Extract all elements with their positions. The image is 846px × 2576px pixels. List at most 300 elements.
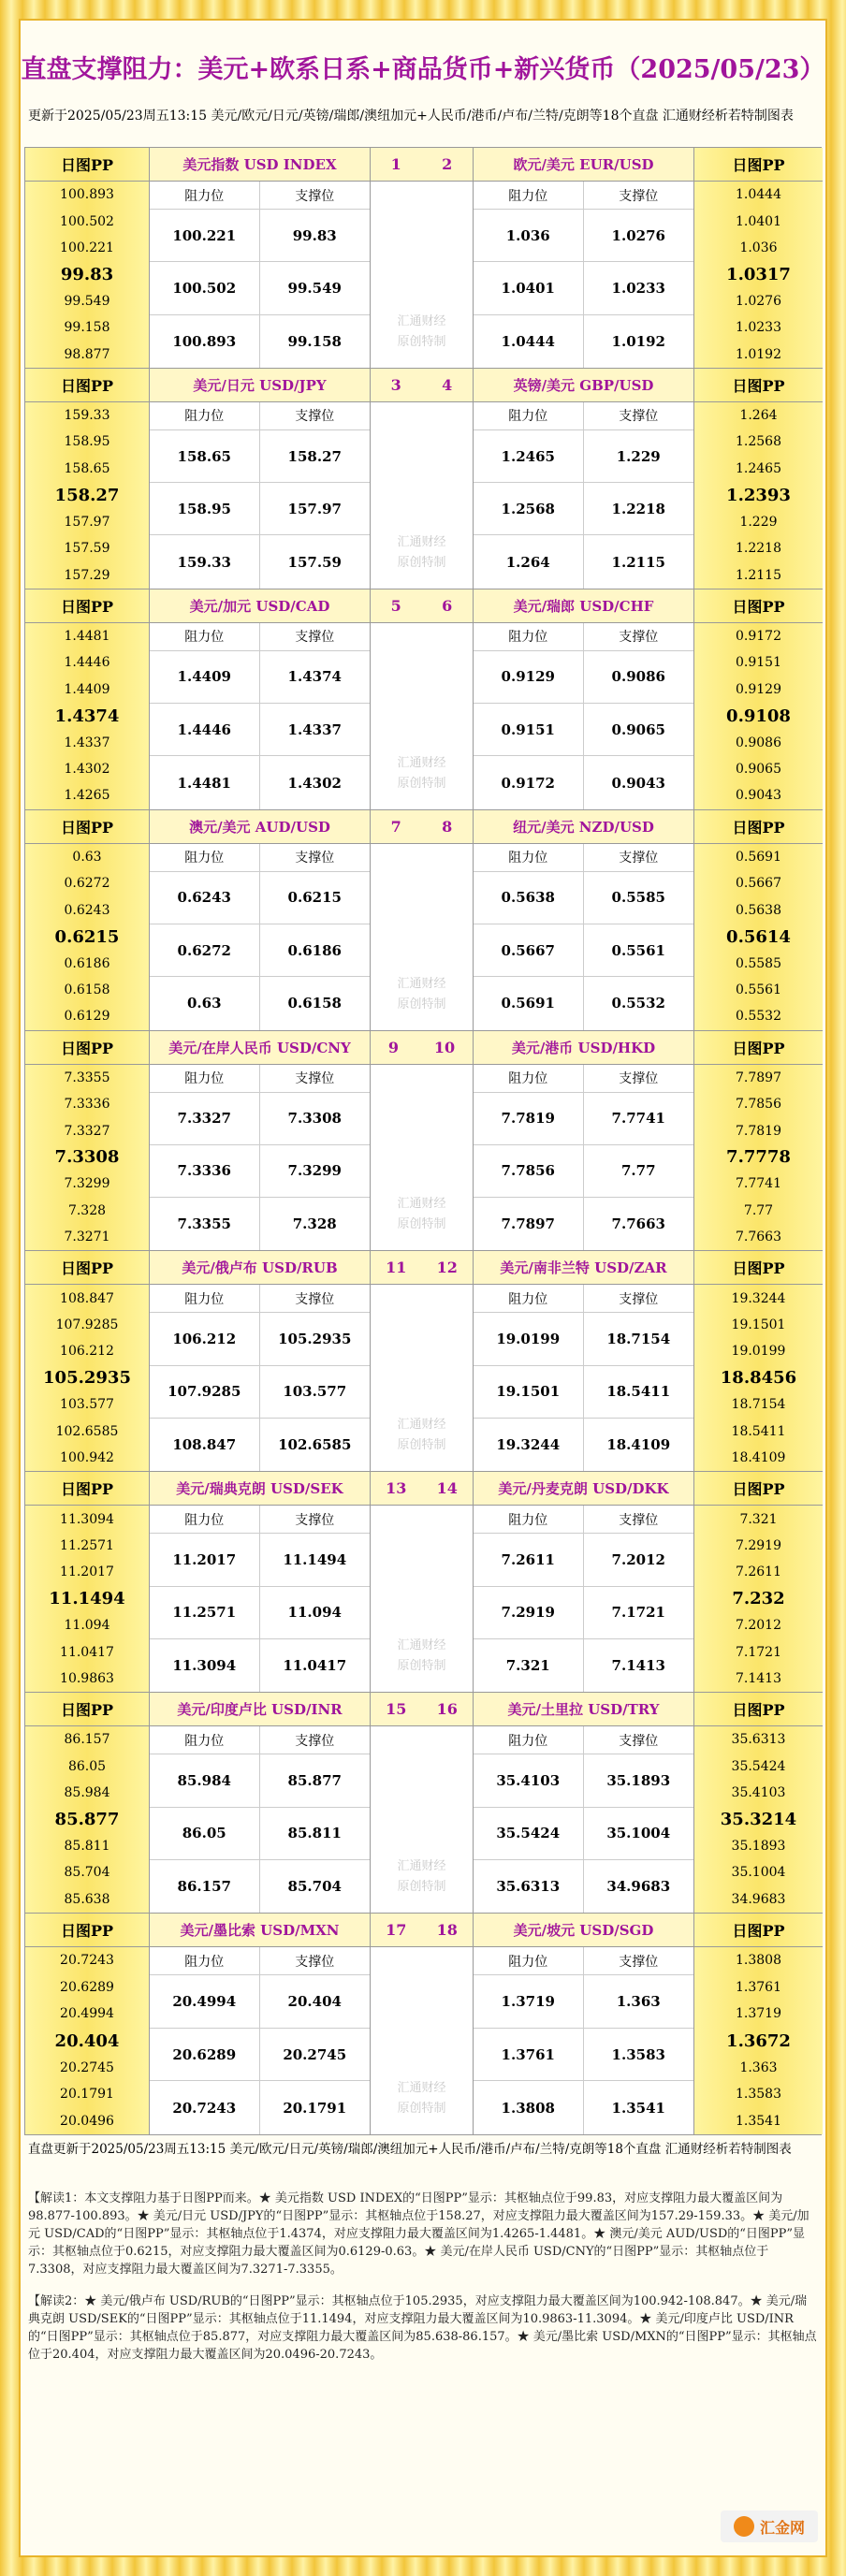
pair-panel bbox=[150, 1031, 371, 1251]
pair-name: 美元/港币 USD/HKD bbox=[474, 1031, 693, 1065]
pair-panel bbox=[150, 1251, 371, 1471]
resistance-value: 0.6243 bbox=[150, 872, 260, 924]
watermark-line: 汇通财经 bbox=[397, 534, 446, 549]
support-value: 1.4302 bbox=[287, 774, 342, 792]
support-value: 99.158 bbox=[287, 332, 342, 350]
resistance-value: 19.0199 bbox=[474, 1313, 584, 1365]
resistance-header: 阻力位 bbox=[150, 1726, 260, 1754]
support-value: 85.877 bbox=[260, 1754, 371, 1807]
pair-name: 纽元/美元 NZD/USD bbox=[474, 810, 693, 844]
pp-level: 18.7154 bbox=[731, 1397, 786, 1413]
support-header: 支撑位 bbox=[584, 1726, 694, 1754]
pair-panel bbox=[474, 1472, 694, 1692]
pp-column bbox=[25, 1472, 150, 1692]
resistance-value: 106.212 bbox=[150, 1313, 260, 1365]
pp-level: 1.0233 bbox=[736, 320, 781, 336]
pp-pivot: 7.232 bbox=[732, 1589, 785, 1609]
block-number-header bbox=[371, 589, 473, 623]
pp-level: 100.942 bbox=[60, 1450, 114, 1466]
watermark-line: 原创特制 bbox=[397, 1880, 446, 1895]
pp-level: 7.3299 bbox=[64, 1176, 110, 1192]
pp-level: 7.3271 bbox=[64, 1230, 110, 1245]
support-header: 支撑位 bbox=[584, 1065, 694, 1093]
pp-header: 日图PP bbox=[694, 369, 823, 402]
resistance-value: 7.321 bbox=[474, 1639, 584, 1692]
pair-table bbox=[474, 1726, 693, 1913]
block-number-header bbox=[371, 148, 473, 182]
pair-block bbox=[25, 589, 823, 810]
resistance-header: 阻力位 bbox=[150, 1285, 260, 1313]
pp-level: 158.95 bbox=[64, 434, 110, 450]
resistance-header: 阻力位 bbox=[150, 844, 260, 872]
pp-header: 日图PP bbox=[25, 1693, 149, 1726]
support-value: 0.5561 bbox=[584, 924, 694, 977]
resistance-value: 1.4409 bbox=[150, 651, 260, 704]
pp-level: 0.6186 bbox=[64, 955, 110, 971]
resistance-value: 1.3808 bbox=[474, 2081, 584, 2134]
pp-level: 7.2012 bbox=[736, 1618, 781, 1634]
pp-level: 20.1791 bbox=[60, 2087, 114, 2103]
pivot-table bbox=[24, 147, 822, 2135]
pp-list bbox=[25, 402, 149, 589]
pp-level: 1.4446 bbox=[64, 655, 110, 671]
support-value: 99.83 bbox=[260, 210, 371, 262]
support-value: 0.6158 bbox=[287, 995, 342, 1012]
resistance-value: 1.2568 bbox=[474, 483, 584, 535]
support-header: 支撑位 bbox=[260, 844, 371, 872]
support-value: 103.577 bbox=[260, 1366, 371, 1419]
pair-panel bbox=[150, 1693, 371, 1913]
pp-level: 0.6129 bbox=[64, 1009, 110, 1025]
block-number: 15 bbox=[386, 1700, 407, 1719]
resistance-value: 100.221 bbox=[150, 210, 260, 262]
pp-list bbox=[694, 844, 823, 1030]
resistance-value: 19.3244 bbox=[474, 1419, 584, 1471]
pp-level: 85.704 bbox=[64, 1865, 110, 1881]
pp-pivot: 20.404 bbox=[54, 2030, 120, 2051]
pp-column bbox=[694, 1031, 823, 1251]
support-header: 支撑位 bbox=[584, 1506, 694, 1534]
block-number-header bbox=[371, 1472, 473, 1506]
pp-level: 0.9129 bbox=[736, 681, 781, 697]
pp-level: 102.6585 bbox=[55, 1423, 119, 1439]
pp-level: 10.9863 bbox=[60, 1671, 114, 1686]
pair-table bbox=[150, 1726, 370, 1913]
block-numbers bbox=[371, 148, 474, 368]
pp-level: 0.6243 bbox=[64, 902, 110, 918]
pp-list bbox=[694, 182, 823, 368]
pair-panel bbox=[474, 1914, 694, 2134]
pair-panel bbox=[150, 810, 371, 1030]
resistance-value: 1.4446 bbox=[150, 704, 260, 756]
pp-level: 1.0444 bbox=[736, 187, 781, 203]
block-number: 16 bbox=[436, 1700, 458, 1719]
pp-level: 159.33 bbox=[64, 408, 110, 424]
pp-column bbox=[25, 1251, 150, 1471]
support-value: 11.0417 bbox=[283, 1657, 347, 1675]
pp-level: 1.2218 bbox=[736, 541, 781, 557]
pp-header: 日图PP bbox=[694, 1914, 823, 1947]
interpretation-2: 【解读2：★ 美元/俄卢布 USD/RUB的“日图PP”显示：其枢轴点位于105.2935，对应支撑阻力最大覆盖区间为100.942-108.847。★ 美元/瑞典克朗 USD/SEK的“日图PP”显示：其枢轴点位于11.1494，对应支撑阻力最大覆盖区间为10.9863-11.3094。★ 美元/印度卢比 USD/INR的“日图PP”显示：其枢轴点位于85.877，对应支撑阻力最大覆盖区间为85.638-86.157。★ 美元/墨比索 USD/MXN的“日图PP”显示：其枢轴点位于20.404，对应支撑阻力最大覆盖区间为20.0496-20.7243。 bbox=[28, 2294, 817, 2362]
block-number-header bbox=[371, 1031, 473, 1065]
pp-level: 1.2115 bbox=[736, 567, 781, 583]
pair-table bbox=[150, 1285, 370, 1471]
pp-level: 7.1413 bbox=[736, 1671, 781, 1686]
block-numbers bbox=[371, 1251, 474, 1471]
support-value: 7.3299 bbox=[260, 1145, 371, 1198]
resistance-value: 7.3327 bbox=[150, 1093, 260, 1145]
pair-table bbox=[474, 1947, 693, 2134]
support-value: 34.9683 bbox=[606, 1877, 671, 1895]
support-header: 支撑位 bbox=[260, 1065, 371, 1093]
pair-table bbox=[150, 182, 370, 368]
resistance-header: 阻力位 bbox=[150, 1947, 260, 1975]
pp-header: 日图PP bbox=[694, 1472, 823, 1506]
support-value: 0.6186 bbox=[260, 924, 371, 977]
support-value: 1.2115 bbox=[611, 553, 665, 571]
watermark bbox=[371, 1506, 473, 1692]
watermark-line: 汇通财经 bbox=[397, 313, 446, 328]
pair-panel bbox=[474, 369, 694, 589]
pp-header: 日图PP bbox=[25, 810, 149, 844]
resistance-header: 阻力位 bbox=[150, 1506, 260, 1534]
resistance-value: 0.9172 bbox=[474, 756, 584, 808]
resistance-value: 159.33 bbox=[150, 535, 260, 588]
pp-pivot: 99.83 bbox=[60, 264, 114, 284]
pp-level: 157.29 bbox=[64, 567, 110, 583]
block-number: 5 bbox=[390, 596, 401, 615]
pp-level: 0.9065 bbox=[736, 762, 781, 778]
watermark-line: 原创特制 bbox=[397, 1217, 446, 1232]
block-number: 17 bbox=[386, 1921, 407, 1940]
pair-name: 美元/俄卢布 USD/RUB bbox=[150, 1251, 370, 1285]
pp-pivot: 105.2935 bbox=[43, 1368, 131, 1389]
resistance-value: 158.65 bbox=[150, 430, 260, 483]
pp-level: 20.6289 bbox=[60, 1979, 114, 1995]
pp-header: 日图PP bbox=[25, 369, 149, 402]
pp-level: 1.0276 bbox=[736, 293, 781, 309]
block-numbers bbox=[371, 1914, 474, 2134]
pp-list bbox=[694, 1726, 823, 1913]
pp-pivot: 1.4374 bbox=[54, 706, 120, 726]
support-value: 7.7741 bbox=[584, 1093, 694, 1145]
support-header: 支撑位 bbox=[584, 1285, 694, 1313]
pp-column bbox=[694, 1472, 823, 1692]
pp-level: 100.502 bbox=[60, 213, 114, 229]
resistance-value: 1.2465 bbox=[474, 430, 584, 483]
resistance-header: 阻力位 bbox=[474, 402, 584, 430]
resistance-value: 20.6289 bbox=[150, 2029, 260, 2082]
resistance-value: 1.264 bbox=[474, 535, 584, 588]
support-header: 支撑位 bbox=[584, 844, 694, 872]
pp-level: 106.212 bbox=[60, 1344, 114, 1360]
pp-pivot: 0.5614 bbox=[726, 926, 791, 947]
block-numbers bbox=[371, 1472, 474, 1692]
watermark-line: 原创特制 bbox=[397, 334, 446, 349]
support-header: 支撑位 bbox=[584, 623, 694, 651]
pp-level: 1.3808 bbox=[736, 1953, 781, 1969]
block-number-header bbox=[371, 1251, 473, 1285]
pp-column bbox=[694, 589, 823, 809]
pair-name: 美元/日元 USD/JPY bbox=[150, 369, 370, 402]
resistance-header: 阻力位 bbox=[474, 182, 584, 210]
block-numbers bbox=[371, 1693, 474, 1913]
pair-panel bbox=[474, 589, 694, 809]
pp-header: 日图PP bbox=[694, 1693, 823, 1726]
support-value: 18.5411 bbox=[584, 1366, 694, 1419]
pp-level: 1.4337 bbox=[64, 735, 110, 750]
pp-level: 0.5532 bbox=[736, 1009, 781, 1025]
pair-panel bbox=[474, 810, 694, 1030]
resistance-value: 0.63 bbox=[150, 977, 260, 1029]
support-value: 158.27 bbox=[260, 430, 371, 483]
pp-level: 0.6272 bbox=[64, 876, 110, 892]
support-value: 1.363 bbox=[584, 1975, 694, 2029]
pp-list bbox=[25, 182, 149, 368]
pp-level: 35.1004 bbox=[731, 1865, 786, 1881]
pp-list bbox=[25, 1065, 149, 1251]
pair-block bbox=[25, 1693, 823, 1914]
support-value: 11.1494 bbox=[260, 1534, 371, 1586]
pp-level: 0.5691 bbox=[736, 849, 781, 865]
pp-level: 7.2919 bbox=[736, 1537, 781, 1553]
pp-header: 日图PP bbox=[694, 589, 823, 623]
resistance-header: 阻力位 bbox=[474, 1285, 584, 1313]
pp-level: 1.229 bbox=[739, 514, 778, 530]
watermark bbox=[371, 1285, 473, 1471]
watermark bbox=[371, 623, 473, 809]
pp-level: 1.3583 bbox=[736, 2087, 781, 2103]
pp-level: 20.4994 bbox=[60, 2006, 114, 2022]
resistance-value: 0.9151 bbox=[474, 704, 584, 756]
brand-logo[interactable] bbox=[721, 2511, 818, 2542]
footer-note: 直盘更新于2025/05/23周五13:15 美元/欧元/日元/英镑/瑞郎/澳纽加元+人民币/港币/卢布/兰特/克朗等18个直盘 汇通财经析若特制图表 bbox=[28, 2142, 792, 2157]
page-frame bbox=[21, 21, 825, 2555]
support-header: 支撑位 bbox=[260, 623, 371, 651]
pp-level: 100.221 bbox=[60, 240, 114, 256]
block-numbers bbox=[371, 1031, 474, 1251]
support-value: 20.404 bbox=[260, 1975, 371, 2029]
watermark-line: 原创特制 bbox=[397, 1659, 446, 1674]
pp-level: 0.5561 bbox=[736, 982, 781, 997]
pair-panel bbox=[474, 1251, 694, 1471]
pair-name: 美元/土里拉 USD/TRY bbox=[474, 1693, 693, 1726]
resistance-value: 158.95 bbox=[150, 483, 260, 535]
watermark-line: 汇通财经 bbox=[397, 1638, 446, 1653]
support-value: 85.704 bbox=[287, 1877, 342, 1895]
block-number-header bbox=[371, 810, 473, 844]
pp-level: 11.2017 bbox=[60, 1565, 114, 1580]
support-value: 0.9043 bbox=[611, 774, 665, 792]
pp-level: 108.847 bbox=[60, 1290, 114, 1306]
pp-column bbox=[25, 369, 150, 589]
pp-header: 日图PP bbox=[694, 148, 823, 182]
pair-block bbox=[25, 1251, 823, 1472]
pair-block bbox=[25, 810, 823, 1031]
pp-level: 0.5638 bbox=[736, 902, 781, 918]
watermark-line: 原创特制 bbox=[397, 1438, 446, 1453]
pp-level: 98.877 bbox=[64, 346, 110, 362]
block-number: 8 bbox=[442, 817, 453, 836]
pp-column bbox=[694, 810, 823, 1030]
pair-name: 澳元/美元 AUD/USD bbox=[150, 810, 370, 844]
pp-pivot: 0.9108 bbox=[726, 706, 791, 726]
resistance-value: 7.2919 bbox=[474, 1587, 584, 1639]
resistance-header: 阻力位 bbox=[474, 1726, 584, 1754]
support-value: 102.6585 bbox=[278, 1436, 352, 1454]
resistance-value: 0.5667 bbox=[474, 924, 584, 977]
pp-pivot: 1.3672 bbox=[726, 2030, 791, 2051]
support-value: 7.1721 bbox=[584, 1587, 694, 1639]
resistance-value: 7.7897 bbox=[474, 1198, 584, 1250]
resistance-value: 35.5424 bbox=[474, 1808, 584, 1860]
logo-text: 汇金网 bbox=[759, 2518, 805, 2537]
pp-column bbox=[694, 148, 823, 368]
resistance-value: 100.893 bbox=[150, 315, 260, 368]
pp-level: 19.0199 bbox=[731, 1344, 786, 1360]
support-value: 157.59 bbox=[287, 553, 342, 571]
resistance-header: 阻力位 bbox=[150, 182, 260, 210]
resistance-value: 107.9285 bbox=[150, 1366, 260, 1419]
pp-pivot: 158.27 bbox=[54, 485, 120, 505]
pair-table bbox=[150, 1947, 370, 2134]
pp-level: 7.3355 bbox=[64, 1070, 110, 1085]
pp-list bbox=[694, 1285, 823, 1471]
pp-list bbox=[694, 1506, 823, 1692]
pair-table bbox=[150, 1065, 370, 1251]
pair-panel bbox=[150, 1472, 371, 1692]
resistance-value: 85.984 bbox=[150, 1754, 260, 1807]
pp-level: 35.5424 bbox=[731, 1758, 786, 1774]
pp-list bbox=[25, 1726, 149, 1913]
pair-name: 英镑/美元 GBP/USD bbox=[474, 369, 693, 402]
block-number: 7 bbox=[390, 817, 401, 836]
resistance-value: 7.7819 bbox=[474, 1093, 584, 1145]
support-value: 1.0192 bbox=[611, 332, 665, 350]
support-value: 7.7663 bbox=[611, 1215, 665, 1233]
pp-pivot: 85.877 bbox=[54, 1810, 120, 1830]
pp-pivot: 11.1494 bbox=[49, 1589, 125, 1609]
pp-header: 日图PP bbox=[25, 589, 149, 623]
pp-pivot: 7.7778 bbox=[726, 1147, 791, 1168]
block-number: 6 bbox=[442, 596, 453, 615]
pp-level: 7.7856 bbox=[736, 1097, 781, 1113]
pair-panel bbox=[150, 1914, 371, 2134]
support-value: 18.4109 bbox=[606, 1436, 671, 1454]
page-subtitle: 更新于2025/05/23周五13:15 美元/欧元/日元/英镑/瑞郎/澳纽加元+人民币/港币/卢布/兰特/克朗等18个直盘 汇通财经析若特制图表 bbox=[28, 109, 794, 124]
pair-panel bbox=[150, 148, 371, 368]
watermark-line: 原创特制 bbox=[397, 2101, 446, 2116]
resistance-value: 108.847 bbox=[150, 1419, 260, 1471]
pair-table bbox=[474, 844, 693, 1030]
support-value: 1.4374 bbox=[260, 651, 371, 704]
pair-name: 美元指数 USD INDEX bbox=[150, 148, 370, 182]
pair-name: 美元/丹麦克朗 USD/DKK bbox=[474, 1472, 693, 1506]
resistance-value: 86.05 bbox=[150, 1808, 260, 1860]
pair-panel bbox=[150, 369, 371, 589]
pp-level: 0.5667 bbox=[736, 876, 781, 892]
support-value: 7.3308 bbox=[260, 1093, 371, 1145]
support-value: 20.2745 bbox=[260, 2029, 371, 2082]
watermark-line: 原创特制 bbox=[397, 997, 446, 1011]
support-value: 1.0233 bbox=[584, 262, 694, 314]
pp-level: 1.2568 bbox=[736, 434, 781, 450]
watermark bbox=[371, 844, 473, 1030]
support-value: 0.9065 bbox=[584, 704, 694, 756]
pp-level: 1.4481 bbox=[64, 628, 110, 644]
pp-pivot: 0.6215 bbox=[54, 926, 120, 947]
block-number: 11 bbox=[386, 1259, 407, 1277]
resistance-value: 7.3336 bbox=[150, 1145, 260, 1198]
logo-icon bbox=[734, 2516, 754, 2537]
resistance-value: 1.036 bbox=[474, 210, 584, 262]
pp-level: 11.2571 bbox=[60, 1537, 114, 1553]
support-value: 0.5532 bbox=[611, 995, 665, 1012]
pair-name: 美元/印度卢比 USD/INR bbox=[150, 1693, 370, 1726]
pp-level: 1.3541 bbox=[736, 2113, 781, 2129]
support-value: 1.0276 bbox=[584, 210, 694, 262]
pp-level: 100.893 bbox=[60, 187, 114, 203]
pp-pivot: 1.0317 bbox=[726, 264, 791, 284]
support-value: 1.229 bbox=[584, 430, 694, 483]
resistance-value: 11.2017 bbox=[150, 1534, 260, 1586]
pp-column bbox=[694, 1693, 823, 1913]
pair-table bbox=[474, 1285, 693, 1471]
pp-level: 11.0417 bbox=[60, 1644, 114, 1660]
pp-column bbox=[25, 810, 150, 1030]
pp-level: 99.549 bbox=[64, 293, 110, 309]
watermark-line: 汇通财经 bbox=[397, 2080, 446, 2095]
pp-list bbox=[25, 844, 149, 1030]
resistance-value: 1.3719 bbox=[474, 1975, 584, 2029]
pair-block bbox=[25, 1031, 823, 1252]
resistance-value: 1.0444 bbox=[474, 315, 584, 368]
pair-panel bbox=[150, 589, 371, 809]
pp-level: 7.328 bbox=[67, 1202, 107, 1218]
resistance-header: 阻力位 bbox=[474, 844, 584, 872]
resistance-value: 35.4103 bbox=[474, 1754, 584, 1807]
block-number-header bbox=[371, 1914, 473, 1947]
resistance-value: 19.1501 bbox=[474, 1366, 584, 1419]
pp-level: 7.2611 bbox=[736, 1565, 781, 1580]
pp-level: 0.63 bbox=[72, 849, 102, 865]
resistance-header: 阻力位 bbox=[474, 623, 584, 651]
pp-pivot: 7.3308 bbox=[54, 1147, 120, 1168]
pp-level: 86.05 bbox=[67, 1758, 107, 1774]
pp-list bbox=[25, 623, 149, 809]
pp-header: 日图PP bbox=[25, 1472, 149, 1506]
pp-level: 7.1721 bbox=[736, 1644, 781, 1660]
pp-level: 0.6158 bbox=[64, 982, 110, 997]
pp-level: 7.7819 bbox=[736, 1123, 781, 1139]
pp-header: 日图PP bbox=[25, 1914, 149, 1947]
pp-level: 18.5411 bbox=[731, 1423, 786, 1439]
support-value: 105.2935 bbox=[260, 1313, 371, 1365]
block-number: 1 bbox=[390, 155, 401, 173]
pp-list bbox=[25, 1947, 149, 2134]
pair-block bbox=[25, 1472, 823, 1693]
pair-panel bbox=[474, 1031, 694, 1251]
block-numbers bbox=[371, 589, 474, 809]
pp-level: 35.4103 bbox=[731, 1785, 786, 1801]
watermark-line: 汇通财经 bbox=[397, 755, 446, 770]
interpretation-1: 【解读1：本文支撑阻力基于日图PP而来。★ 美元指数 USD INDEX的“日图PP”显示：其枢轴点位于99.83，对应支撑阻力最大覆盖区间为98.877-100.893。★ 美元/日元 USD/JPY的“日图PP”显示：其枢轴点位于158.27，对应支撑阻力最大覆盖区间为157.29-159.33。★ 美元/加元 USD/CAD的“日图PP”显示：其枢轴点位于1.4374，对应支撑阻力最大覆盖区间为1.4265-1.4481。★ 澳元/美元 AUD/USD的“日图PP”显示：其枢轴点位于0.6215，对应支撑阻力最大覆盖区间为0.6129-0.63。★ 美元/在岸人民币 USD/CNY的“日图PP”显示：其枢轴点位于7.3308，对应支撑阻力最大覆盖区间为7.3271-7.3355。 bbox=[28, 2191, 810, 2277]
block-number: 13 bbox=[386, 1479, 407, 1498]
pp-level: 20.0496 bbox=[60, 2113, 114, 2129]
watermark-line: 原创特制 bbox=[397, 555, 446, 570]
pp-level: 158.65 bbox=[64, 460, 110, 476]
pp-level: 1.2465 bbox=[736, 460, 781, 476]
